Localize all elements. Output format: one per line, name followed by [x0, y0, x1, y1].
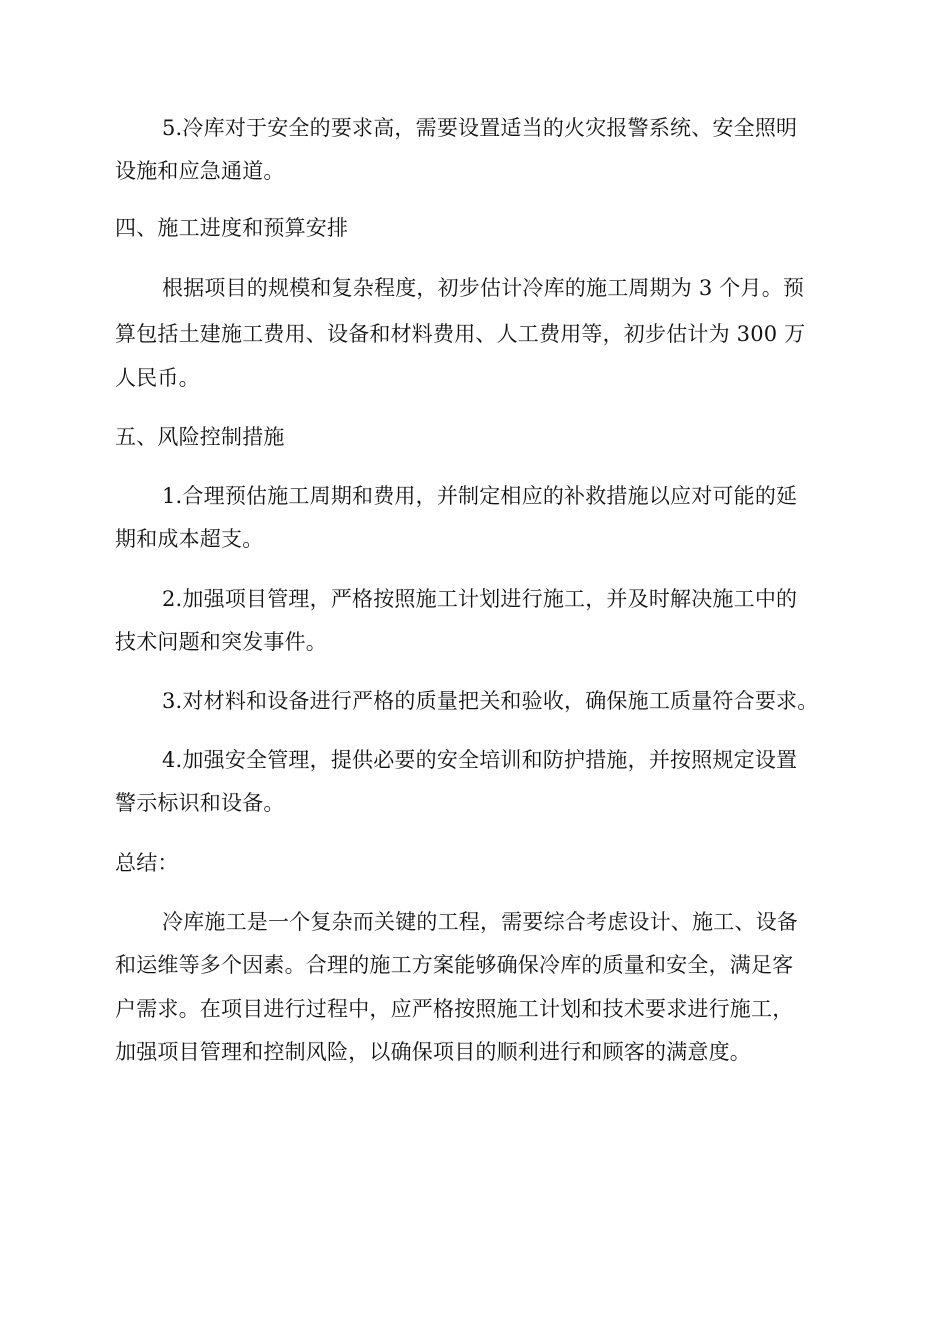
paragraph-line: 期和成本超支。 — [115, 527, 264, 551]
section-heading: 四、施工进度和预算安排 — [115, 216, 349, 240]
paragraph-line: 冷库施工是一个复杂而关键的工程，需要综合考虑设计、施工、设备 — [162, 910, 798, 934]
paragraph-line: 人民币。 — [115, 366, 200, 390]
section-heading: 五、风险控制措施 — [115, 425, 285, 449]
paragraph-line: 加强项目管理和控制风险，以确保项目的顺利进行和顾客的满意度。 — [115, 1040, 751, 1064]
paragraph-line: 5.冷库对于安全的要求高，需要设置适当的火灾报警系统、安全照明 — [162, 116, 798, 140]
paragraph-line: 技术问题和突发事件。 — [115, 630, 327, 654]
paragraph-line: 根据项目的规模和复杂程度，初步估计冷库的施工周期为 3 个月。预 — [162, 276, 805, 300]
paragraph-line: 算包括土建施工费用、设备和材料费用、人工费用等，初步估计为 300 万 — [115, 322, 806, 346]
paragraph-line: 警示标识和设备。 — [115, 791, 285, 815]
section-heading: 总结： — [115, 851, 179, 875]
paragraph-line: 设施和应急通道。 — [115, 159, 285, 183]
paragraph-line: 3.对材料和设备进行严格的质量把关和验收，确保施工质量符合要求。 — [162, 689, 819, 713]
paragraph-line: 4.加强安全管理，提供必要的安全培训和防护措施，并按照规定设置 — [162, 748, 798, 772]
paragraph-line: 1.合理预估施工周期和费用，并制定相应的补救措施以应对可能的延 — [162, 484, 798, 508]
paragraph-line: 和运维等多个因素。合理的施工方案能够确保冷库的质量和安全，满足客 — [115, 953, 794, 977]
paragraph-line: 户需求。在项目进行过程中，应严格按照施工计划和技术要求进行施工， — [115, 997, 794, 1021]
paragraph-line: 2.加强项目管理，严格按照施工计划进行施工，并及时解决施工中的 — [162, 587, 798, 611]
